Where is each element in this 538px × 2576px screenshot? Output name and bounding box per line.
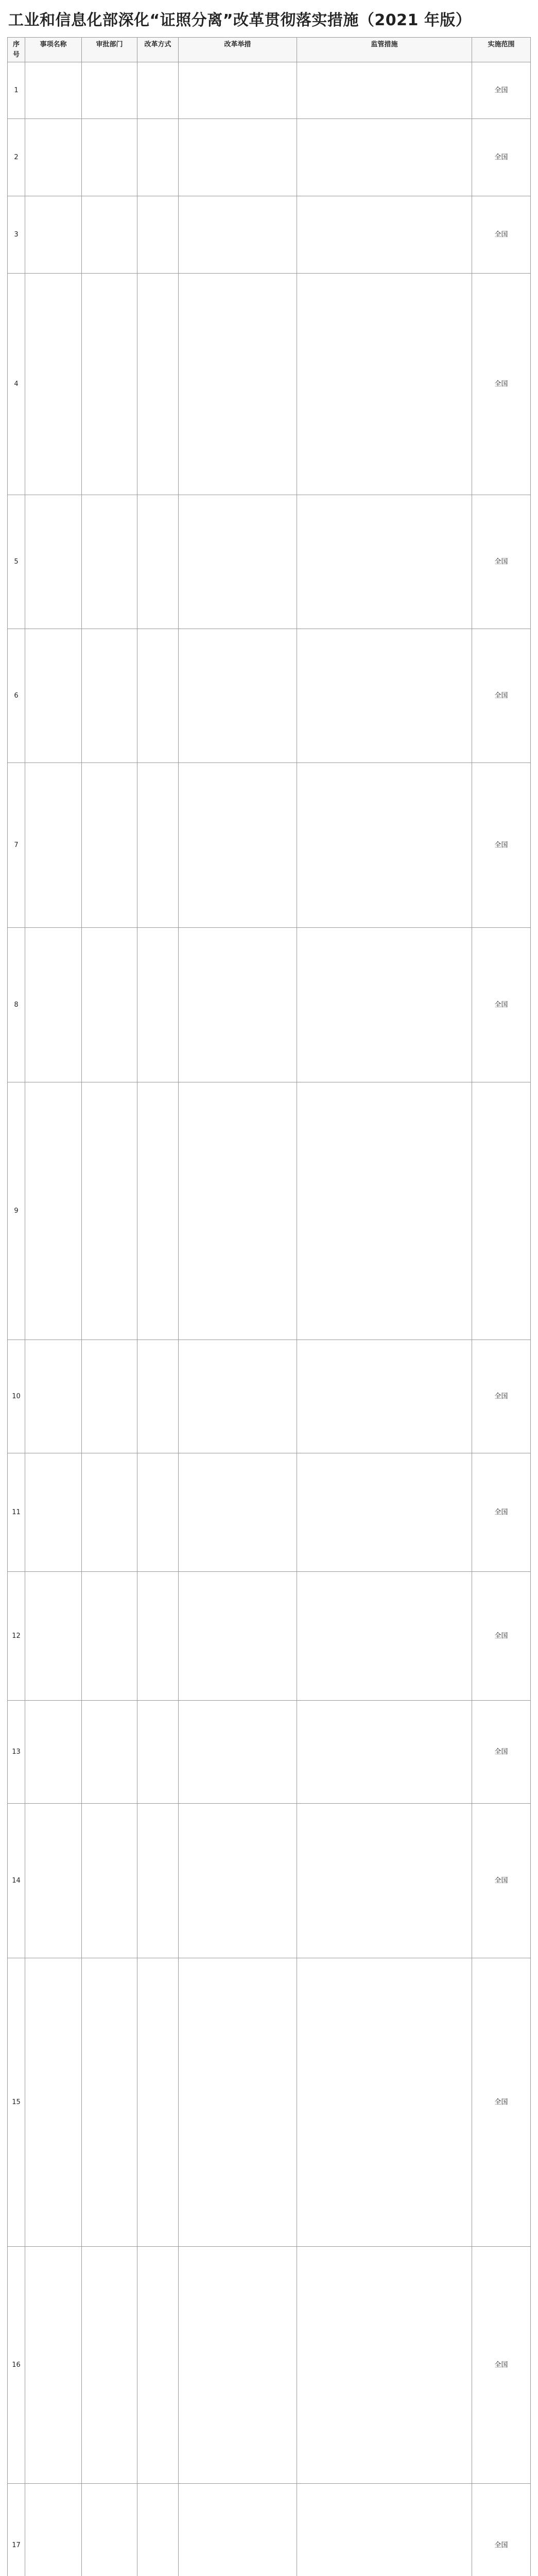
- table-header-row: [8, 38, 531, 62]
- header-reform: 改革举措: [179, 38, 297, 62]
- cell-mode: [137, 629, 179, 763]
- cell-name: [25, 629, 82, 763]
- table-row: [8, 1082, 531, 1340]
- cell-reform: [179, 1572, 297, 1701]
- header-no: 序号: [8, 38, 25, 62]
- header-mode: 改革方式: [137, 38, 179, 62]
- cell-no: 5: [8, 495, 25, 629]
- cell-supervision: [297, 1572, 472, 1701]
- cell-reform: [179, 629, 297, 763]
- header-supervision: 监管措施: [297, 38, 472, 62]
- header-scope: 实施范围: [472, 38, 531, 62]
- cell-scope: [472, 1082, 531, 1340]
- cell-supervision: [297, 928, 472, 1082]
- cell-reform: [179, 274, 297, 495]
- cell-dept: [82, 1701, 137, 1804]
- cell-reform: [179, 1701, 297, 1804]
- cell-dept: [82, 1572, 137, 1701]
- cell-mode: [137, 763, 179, 928]
- cell-mode: [137, 1340, 179, 1453]
- cell-mode: [137, 495, 179, 629]
- cell-mode: [137, 1701, 179, 1804]
- cell-supervision: [297, 1340, 472, 1453]
- table-row: [8, 119, 531, 196]
- cell-reform: [179, 62, 297, 119]
- header-dept: 审批部门: [82, 38, 137, 62]
- table-row: [8, 1453, 531, 1572]
- cell-reform: [179, 1804, 297, 1958]
- cell-name: [25, 2247, 82, 2484]
- cell-no: 16: [8, 2247, 25, 2484]
- table-row: [8, 629, 531, 763]
- cell-scope: 全国: [472, 2247, 531, 2484]
- cell-scope: 全国: [472, 2484, 531, 2576]
- table-row: [8, 1701, 531, 1804]
- cell-dept: [82, 495, 137, 629]
- cell-no: 12: [8, 1572, 25, 1701]
- cell-reform: [179, 763, 297, 928]
- cell-scope: 全国: [472, 629, 531, 763]
- cell-reform: [179, 1958, 297, 2247]
- cell-name: [25, 1340, 82, 1453]
- cell-scope: 全国: [472, 1340, 531, 1453]
- cell-supervision: [297, 196, 472, 274]
- table-row: [8, 495, 531, 629]
- cell-scope: 全国: [472, 1453, 531, 1572]
- cell-name: [25, 196, 82, 274]
- table-row: [8, 196, 531, 274]
- cell-no: 3: [8, 196, 25, 274]
- cell-scope: 全国: [472, 1572, 531, 1701]
- cell-reform: [179, 495, 297, 629]
- cell-reform: [179, 2247, 297, 2484]
- cell-mode: [137, 1082, 179, 1340]
- cell-mode: [137, 119, 179, 196]
- cell-name: [25, 119, 82, 196]
- cell-mode: [137, 1453, 179, 1572]
- cell-name: [25, 928, 82, 1082]
- cell-mode: [137, 1804, 179, 1958]
- cell-reform: [179, 1453, 297, 1572]
- table-row: [8, 2484, 531, 2576]
- cell-scope: 全国: [472, 495, 531, 629]
- cell-no: 1: [8, 62, 25, 119]
- cell-supervision: [297, 1958, 472, 2247]
- cell-dept: [82, 2247, 137, 2484]
- cell-no: 4: [8, 274, 25, 495]
- cell-mode: [137, 274, 179, 495]
- cell-supervision: [297, 629, 472, 763]
- measures-table: [7, 37, 531, 2576]
- cell-reform: [179, 928, 297, 1082]
- cell-mode: [137, 928, 179, 1082]
- cell-scope: 全国: [472, 928, 531, 1082]
- cell-name: [25, 763, 82, 928]
- cell-dept: [82, 928, 137, 1082]
- cell-supervision: [297, 1082, 472, 1340]
- cell-supervision: [297, 119, 472, 196]
- page-title: 工业和信息化部深化“证照分离”改革贯彻落实措施（2021 年版）: [8, 11, 472, 29]
- table-row: [8, 1572, 531, 1701]
- cell-dept: [82, 274, 137, 495]
- table-row: [8, 274, 531, 495]
- cell-no: 9: [8, 1082, 25, 1340]
- cell-scope: 全国: [472, 763, 531, 928]
- cell-scope: 全国: [472, 196, 531, 274]
- cell-mode: [137, 62, 179, 119]
- cell-dept: [82, 1804, 137, 1958]
- cell-no: 8: [8, 928, 25, 1082]
- cell-no: 7: [8, 763, 25, 928]
- cell-mode: [137, 2247, 179, 2484]
- cell-supervision: [297, 1453, 472, 1572]
- cell-mode: [137, 1958, 179, 2247]
- header-name: 事项名称: [25, 38, 82, 62]
- cell-dept: [82, 1082, 137, 1340]
- table-row: [8, 1958, 531, 2247]
- cell-dept: [82, 1958, 137, 2247]
- cell-supervision: [297, 62, 472, 119]
- cell-name: [25, 274, 82, 495]
- cell-dept: [82, 2484, 137, 2576]
- cell-no: 10: [8, 1340, 25, 1453]
- cell-dept: [82, 763, 137, 928]
- cell-supervision: [297, 2247, 472, 2484]
- table-row: [8, 62, 531, 119]
- table-row: [8, 928, 531, 1082]
- cell-no: 11: [8, 1453, 25, 1572]
- cell-name: [25, 1958, 82, 2247]
- cell-scope: 全国: [472, 62, 531, 119]
- cell-scope: 全国: [472, 1958, 531, 2247]
- cell-supervision: [297, 1804, 472, 1958]
- table-row: [8, 1340, 531, 1453]
- cell-name: [25, 1453, 82, 1572]
- cell-no: 15: [8, 1958, 25, 2247]
- cell-scope: 全国: [472, 1701, 531, 1804]
- cell-name: [25, 1804, 82, 1958]
- cell-name: [25, 62, 82, 119]
- cell-no: 6: [8, 629, 25, 763]
- cell-scope: 全国: [472, 274, 531, 495]
- table-row: [8, 1804, 531, 1958]
- cell-no: 14: [8, 1804, 25, 1958]
- cell-reform: [179, 2484, 297, 2576]
- cell-name: [25, 2484, 82, 2576]
- cell-supervision: [297, 1701, 472, 1804]
- cell-supervision: [297, 274, 472, 495]
- cell-reform: [179, 1340, 297, 1453]
- cell-scope: 全国: [472, 1804, 531, 1958]
- cell-name: [25, 1082, 82, 1340]
- cell-supervision: [297, 495, 472, 629]
- cell-dept: [82, 119, 137, 196]
- cell-reform: [179, 196, 297, 274]
- cell-scope: 全国: [472, 119, 531, 196]
- cell-dept: [82, 1453, 137, 1572]
- cell-no: 2: [8, 119, 25, 196]
- cell-supervision: [297, 2484, 472, 2576]
- cell-dept: [82, 1340, 137, 1453]
- cell-no: 13: [8, 1701, 25, 1804]
- cell-mode: [137, 196, 179, 274]
- cell-reform: [179, 1082, 297, 1340]
- cell-mode: [137, 2484, 179, 2576]
- cell-supervision: [297, 763, 472, 928]
- table-row: [8, 2247, 531, 2484]
- cell-dept: [82, 629, 137, 763]
- cell-reform: [179, 119, 297, 196]
- cell-dept: [82, 196, 137, 274]
- cell-dept: [82, 62, 137, 119]
- cell-name: [25, 1572, 82, 1701]
- cell-mode: [137, 1572, 179, 1701]
- cell-name: [25, 495, 82, 629]
- cell-no: 17: [8, 2484, 25, 2576]
- table-row: [8, 763, 531, 928]
- cell-name: [25, 1701, 82, 1804]
